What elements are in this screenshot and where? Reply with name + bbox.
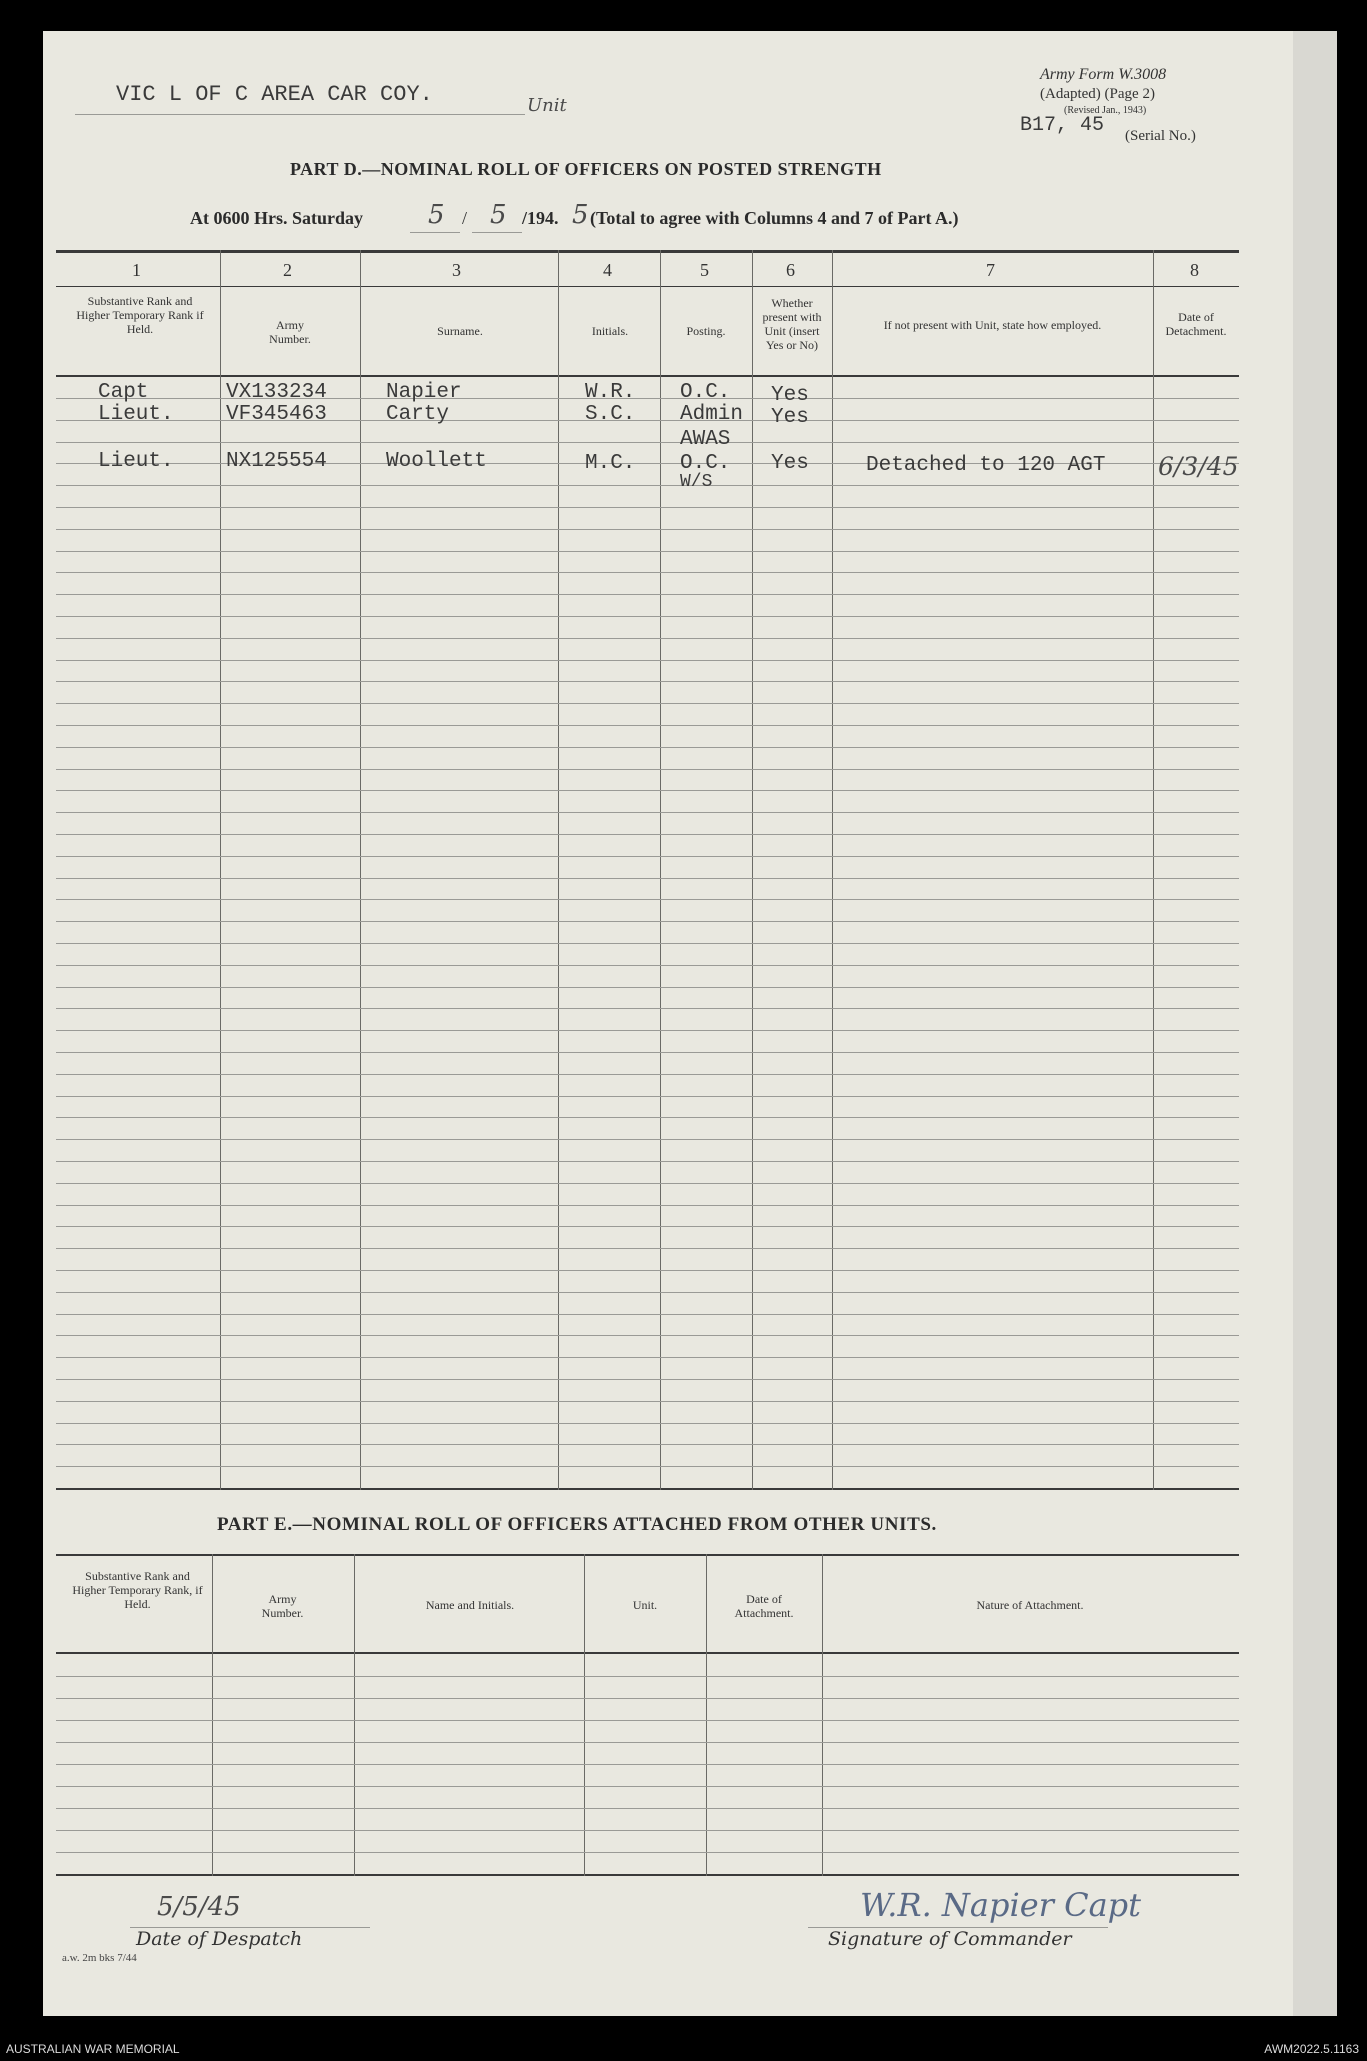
col-divider-6 — [832, 250, 833, 1490]
ruled-line — [56, 638, 1239, 639]
col-label-8: Date of Detachment. — [1165, 310, 1227, 338]
row1-posting: O.C. — [680, 381, 731, 404]
row1-surname: Napier — [386, 381, 462, 404]
col-divider-7 — [1153, 250, 1154, 1490]
e-col-label-6: Nature of Attachment. — [976, 1598, 1084, 1612]
col-num-2: 2 — [283, 260, 292, 280]
col-label-4: Initials. — [591, 324, 629, 338]
ruled-line — [56, 660, 1239, 661]
ruled-line — [56, 1074, 1239, 1075]
ruled-line — [56, 1096, 1239, 1097]
ruled-line — [56, 1401, 1239, 1402]
col-label-1: Substantive Rank and Higher Temporary Rank if Held. — [76, 294, 204, 336]
serial-value: B17, 45 — [1020, 114, 1105, 137]
year-prefix: /194. — [522, 208, 559, 228]
row4-surname: Woollett — [386, 450, 487, 473]
ruled-line — [56, 1205, 1239, 1206]
e-col-label-4: Unit. — [632, 1598, 658, 1612]
ruled-line — [56, 812, 1239, 813]
ruled-line — [56, 769, 1239, 770]
e-col-label-3: Name and Initials. — [425, 1598, 515, 1612]
col-num-1: 1 — [132, 260, 141, 280]
row4-posting: O.C. — [680, 452, 731, 475]
ruled-line — [56, 1292, 1239, 1293]
ruled-line — [56, 1830, 1239, 1831]
part-d-title: PART D.—NOMINAL ROLL OF OFFICERS ON POSTED STRENGTH — [290, 159, 882, 179]
row3-posting: AWAS — [680, 428, 731, 451]
ruled-line — [56, 1314, 1239, 1315]
ruled-line — [56, 1808, 1239, 1809]
ruled-line — [56, 1676, 1239, 1677]
ruled-line — [56, 1444, 1239, 1445]
col-label-6: Whether present with Unit (insert Yes or No) — [762, 296, 822, 352]
ruled-line — [56, 790, 1239, 791]
form-name: Army Form W.3008 — [1040, 66, 1167, 83]
print-code: a.w. 2m bks 7/44 — [62, 1952, 137, 1964]
ruled-line — [56, 616, 1239, 617]
archive-id: AWM2022.5.1163 — [1264, 2042, 1359, 2056]
col-label-5: Posting. — [686, 324, 726, 338]
row4-army-no: NX125554 — [226, 450, 327, 473]
ruled-line — [56, 921, 1239, 922]
part-e-bottom-border — [56, 1874, 1239, 1876]
ruled-line — [56, 1030, 1239, 1031]
row2-rank: Lieut. — [98, 403, 174, 426]
col-divider-2 — [360, 250, 361, 1490]
ruled-line — [56, 572, 1239, 573]
e-col-divider-5 — [822, 1554, 823, 1876]
row1-rank: Capt — [98, 381, 149, 404]
page-edge — [1293, 31, 1337, 2016]
archive-credit: AUSTRALIAN WAR MEMORIAL — [6, 2042, 180, 2056]
e-col-divider-4 — [706, 1554, 707, 1876]
ruled-line — [56, 1335, 1239, 1336]
ruled-line — [56, 1379, 1239, 1380]
ruled-line — [56, 1161, 1239, 1162]
ruled-line — [56, 1183, 1239, 1184]
ruled-line — [56, 681, 1239, 682]
ruled-line — [56, 943, 1239, 944]
year-digit: 5 — [572, 200, 589, 230]
row4-employed: Detached to 120 AGT — [866, 454, 1106, 477]
col-label-2: Army Number. — [269, 318, 311, 346]
date-slash: / — [462, 208, 468, 228]
date-day: 5 — [428, 200, 445, 230]
row2-initials: S.C. — [585, 403, 636, 426]
col-num-5: 5 — [700, 260, 709, 280]
ruled-line — [56, 1423, 1239, 1424]
unit-value: VIC L OF C AREA CAR COY. — [116, 82, 433, 107]
ruled-line — [56, 965, 1239, 966]
row4-rank: Lieut. — [98, 450, 174, 473]
row2-army-no: VF345463 — [226, 403, 327, 426]
e-col-divider-3 — [584, 1554, 585, 1876]
e-col-divider-1 — [212, 1554, 213, 1876]
part-d-bottom-border — [56, 1488, 1239, 1490]
ruled-line — [56, 747, 1239, 748]
row1-initials: W.R. — [585, 381, 636, 404]
ruled-line — [56, 1466, 1239, 1467]
ruled-line — [56, 878, 1239, 879]
col-num-6: 6 — [786, 260, 795, 280]
ruled-line — [56, 703, 1239, 704]
col-num-8: 8 — [1190, 260, 1199, 280]
ruled-line — [56, 1248, 1239, 1249]
ruled-line — [56, 594, 1239, 595]
row5-posting: W/S — [680, 472, 713, 492]
ruled-line — [56, 899, 1239, 900]
signature-label: Signature of Commander — [828, 1928, 1072, 1950]
unit-underline — [75, 114, 525, 115]
day-underline — [410, 232, 460, 233]
part-d-top-border — [56, 250, 1239, 253]
ruled-line — [56, 442, 1239, 443]
col-divider-4 — [660, 250, 661, 1490]
ruled-line — [56, 507, 1239, 508]
e-col-label-1: Substantive Rank and Higher Temporary Rank, if Held. — [72, 1569, 203, 1611]
ruled-line — [56, 834, 1239, 835]
ruled-line — [56, 987, 1239, 988]
e-col-divider-2 — [354, 1554, 355, 1876]
serial-label: (Serial No.) — [1125, 128, 1196, 144]
header-bottom-border — [56, 375, 1239, 377]
row1-army-no: VX133234 — [226, 381, 327, 404]
date-suffix: (Total to agree with Columns 4 and 7 of Part A.) — [590, 208, 959, 228]
form-adapted: (Adapted) (Page 2) — [1040, 86, 1155, 102]
ruled-line — [56, 1786, 1239, 1787]
part-e-header-border — [56, 1652, 1239, 1654]
column-number-divider — [56, 286, 1239, 287]
col-divider-5 — [752, 250, 753, 1490]
unit-label: Unit — [527, 95, 567, 116]
col-num-4: 4 — [603, 260, 612, 280]
ruled-line — [56, 725, 1239, 726]
col-divider-1 — [220, 250, 221, 1490]
row2-surname: Carty — [386, 403, 450, 426]
ruled-line — [56, 529, 1239, 530]
despatch-label: Date of Despatch — [136, 1928, 303, 1950]
col-num-7: 7 — [986, 260, 995, 280]
part-e-title: PART E.—NOMINAL ROLL OF OFFICERS ATTACHED FROM OTHER UNITS. — [217, 1514, 937, 1535]
signature-value: W.R. Napier Capt — [860, 1886, 1142, 1924]
despatch-value: 5/5/45 — [157, 1892, 241, 1922]
row2-present: Yes — [771, 406, 809, 429]
ruled-line — [56, 1117, 1239, 1118]
row4-initials: M.C. — [585, 452, 636, 475]
ruled-line — [56, 1270, 1239, 1271]
row4-present: Yes — [771, 452, 809, 475]
date-month: 5 — [490, 200, 507, 230]
ruled-line — [56, 551, 1239, 552]
part-e-top-border — [56, 1554, 1239, 1556]
ruled-line — [56, 856, 1239, 857]
col-divider-3 — [558, 250, 559, 1490]
col-label-3: Surname. — [437, 324, 483, 338]
form-revised: (Revised Jan., 1943) — [1064, 105, 1147, 116]
ruled-line — [56, 1052, 1239, 1053]
row2-posting: Admin — [680, 403, 744, 426]
ruled-line — [56, 1852, 1239, 1853]
date-prefix: At 0600 Hrs. Saturday — [190, 208, 364, 228]
month-underline — [472, 232, 522, 233]
ruled-line — [56, 1764, 1239, 1765]
ruled-line — [56, 1357, 1239, 1358]
ruled-line — [56, 1226, 1239, 1227]
ruled-line — [56, 1008, 1239, 1009]
ruled-line — [56, 1139, 1239, 1140]
ruled-line — [56, 485, 1239, 486]
row1-present: Yes — [771, 384, 809, 407]
row4-date: 6/3/45 — [1158, 452, 1239, 481]
col-label-7: If not present with Unit, state how employed. — [883, 318, 1102, 332]
e-col-label-5: Date of Attachment. — [734, 1592, 794, 1620]
ruled-line — [56, 1698, 1239, 1699]
ruled-line — [56, 1720, 1239, 1721]
col-num-3: 3 — [452, 260, 461, 280]
e-col-label-2: Army Number. — [261, 1592, 304, 1620]
ruled-line — [56, 1742, 1239, 1743]
